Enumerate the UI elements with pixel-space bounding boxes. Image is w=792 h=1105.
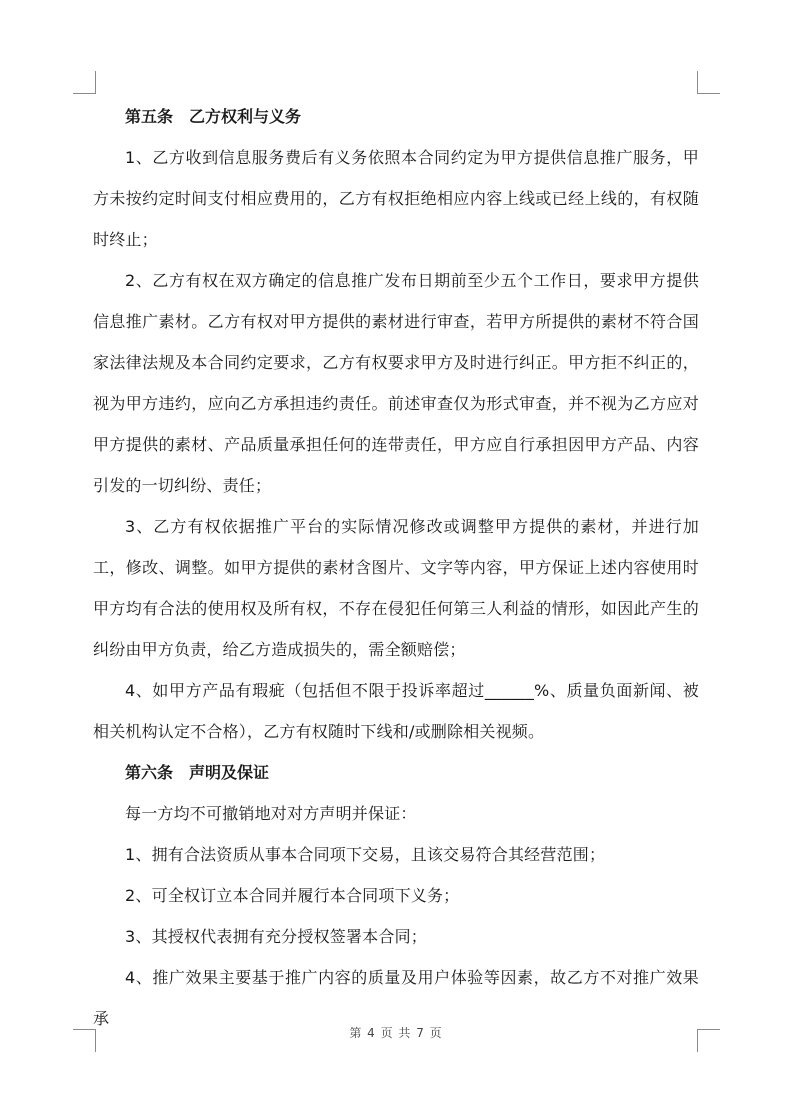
page-number: 第 4 页 共 7 页 [349, 1026, 443, 1040]
crop-mark-top-left [73, 71, 96, 94]
section-5-clause-2: 2、乙方有权在双方确定的信息推广发布日期前至少五个工作日，要求甲方提供信息推广素材。乙方有权对甲方提供的素材进行审查，若甲方所提供的素材不符合国家法律法规及本合同约定要求，乙方有权要求甲方及时进行纠正。甲方拒不纠正的，视为甲方违约，应向乙方承担违约责任。前述审查仅为形式审查，并不视为乙方应对甲方提供的素材、产品质量承担任何的连带责任，甲方应自行承担因甲方产品、内容引发的一切纠纷、责任； [93, 271, 699, 495]
section-6-intro: 每一方均不可撤销地对对方声明并保证： [125, 804, 417, 823]
section-6-clause-4: 4、推广效果主要基于推广内容的质量及用户体验等因素，故乙方不对推广效果承 [93, 968, 699, 1028]
section-5-clause-4: 4、如甲方产品有瑕疵（包括但不限于投诉率超过______%、质量负面新闻、被相关机构认定不合格），乙方有权随时下线和/或删除相关视频。 [93, 681, 699, 741]
crop-mark-top-right [697, 71, 720, 94]
section-5-heading: 第五条 乙方权利与义务 [125, 107, 302, 126]
section-6-clause-2: 2、可全权订立本合同并履行本合同项下义务； [125, 886, 460, 905]
section-5-clause-1: 1、乙方收到信息服务费后有义务依照本合同约定为甲方提供信息推广服务，甲方未按约定时间支付相应费用的，乙方有权拒绝相应内容上线或已经上线的，有权随时终止； [93, 148, 699, 249]
section-5-clause-3: 3、乙方有权依据推广平台的实际情况修改或调整甲方提供的素材，并进行加工，修改、调整。如甲方提供的素材含图片、文字等内容，甲方保证上述内容使用时甲方均有合法的使用权及所有权，不存在侵犯任何第三人利益的情形，如因此产生的纠纷由甲方负责，给乙方造成损失的，需全额赔偿； [93, 517, 699, 659]
section-6-clause-3: 3、其授权代表拥有充分授权签署本合同； [125, 927, 427, 946]
document-body [93, 96, 699, 1039]
section-6-heading: 第六条 声明及保证 [125, 763, 270, 782]
section-6-clause-1: 1、拥有合法资质从事本合同项下交易，且该交易符合其经营范围； [125, 845, 606, 864]
